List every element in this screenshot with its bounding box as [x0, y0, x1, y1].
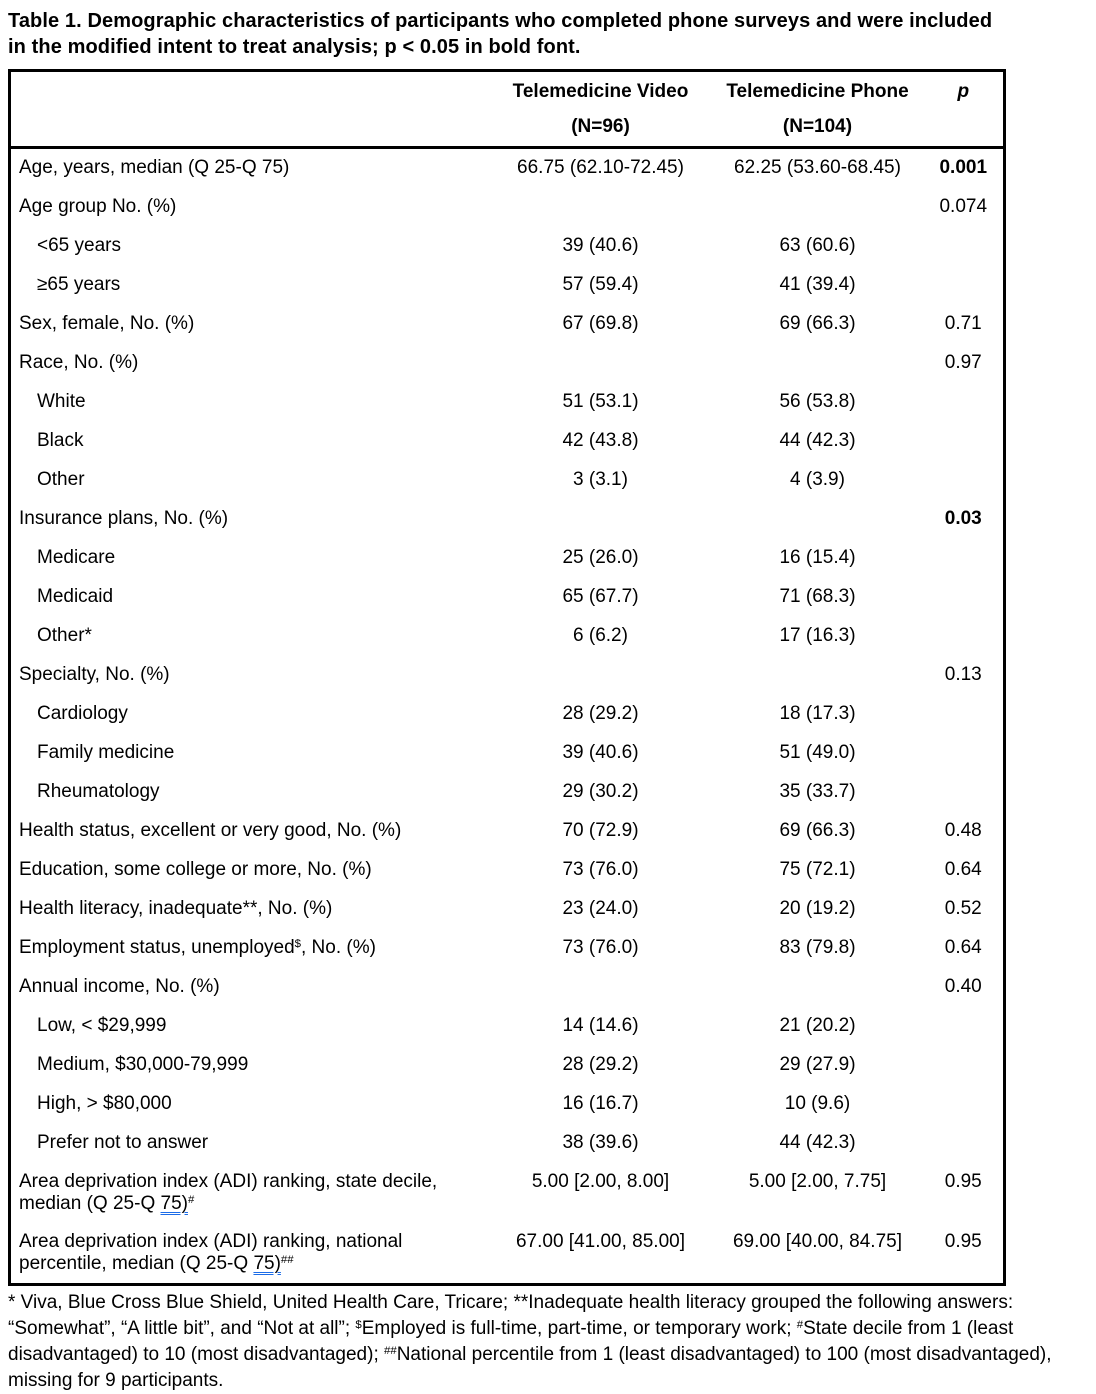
row-label: Medicaid — [37, 586, 114, 607]
cell-video — [490, 656, 712, 695]
cell-p — [924, 461, 1005, 500]
cell-p: 0.13 — [944, 664, 982, 685]
superscript-marker: ## — [280, 1253, 294, 1266]
table-row — [10, 344, 1005, 383]
row-label: ≥65 years — [37, 274, 121, 295]
cell-video: 73 (76.0) — [562, 859, 639, 880]
column-header-empty — [10, 71, 490, 148]
table-body — [10, 148, 1005, 1285]
row-label: Age group No. (%) — [19, 196, 177, 217]
cell-phone: 69.00 [40.00, 84.75] — [732, 1231, 903, 1252]
cell-p — [924, 617, 1005, 656]
cell-p — [924, 422, 1005, 461]
cell-phone — [712, 656, 924, 695]
header-row — [10, 71, 1005, 148]
column-header-p-label: p — [957, 81, 970, 102]
cell-video: 67 (69.8) — [562, 313, 639, 334]
cell-phone: 83 (79.8) — [779, 937, 856, 958]
table-row — [10, 578, 1005, 617]
text-fragment: Area deprivation index (ADI) ranking, national percentile, median (Q 25-Q — [19, 1231, 403, 1274]
table-row — [10, 266, 1005, 305]
cell-video: 25 (26.0) — [562, 547, 639, 568]
cell-phone: 69 (66.3) — [779, 820, 856, 841]
cell-phone: 29 (27.9) — [779, 1054, 856, 1075]
column-header-p — [924, 71, 1005, 148]
row-label: Health status, excellent or very good, No. (%) — [19, 820, 402, 841]
row-label: Cardiology — [37, 703, 128, 724]
superscript-marker: $ — [355, 1318, 362, 1331]
table-row — [10, 188, 1005, 227]
cell-p — [924, 539, 1005, 578]
row-label: Family medicine — [37, 742, 175, 763]
cell-p — [924, 266, 1005, 305]
cell-video: 66.75 (62.10-72.45) — [517, 157, 684, 178]
footnote — [8, 1290, 1094, 1394]
column-header-phone-n: (N=104) — [782, 116, 853, 137]
cell-video — [490, 968, 712, 1007]
cell-video: 14 (14.6) — [562, 1015, 639, 1036]
table-row — [10, 968, 1005, 1007]
cell-phone — [712, 188, 924, 227]
table-title-line2: in the modified intent to treat analysis; p < 0.05 in bold font. — [8, 36, 581, 58]
row-label — [10, 1223, 490, 1285]
cell-p — [924, 773, 1005, 812]
cell-phone: 44 (42.3) — [779, 1132, 856, 1153]
table-row — [10, 929, 1005, 968]
row-label: Black — [37, 430, 84, 451]
cell-video: 39 (40.6) — [562, 742, 639, 763]
table-row — [10, 383, 1005, 422]
table-row — [10, 812, 1005, 851]
grammar-underlined-text: 75) — [253, 1253, 281, 1274]
row-label: Specialty, No. (%) — [19, 664, 170, 685]
superscript-marker: ## — [384, 1344, 397, 1357]
table-row — [10, 422, 1005, 461]
cell-phone: 17 (16.3) — [779, 625, 856, 646]
row-label: Education, some college or more, No. (%) — [19, 859, 372, 880]
row-label — [10, 929, 490, 968]
cell-phone: 69 (66.3) — [779, 313, 856, 334]
row-label: Rheumatology — [37, 781, 160, 802]
cell-phone: 71 (68.3) — [779, 586, 856, 607]
table-row — [10, 1007, 1005, 1046]
table-row — [10, 1163, 1005, 1223]
text-fragment: State decile from 1 (least disadvantaged) to 10 (most disadvantaged); — [8, 1318, 1014, 1365]
superscript-marker: $ — [294, 937, 301, 950]
cell-phone: 41 (39.4) — [779, 274, 856, 295]
cell-phone: 10 (9.6) — [784, 1093, 851, 1114]
superscript-marker: # — [796, 1318, 804, 1331]
cell-p — [924, 1046, 1005, 1085]
cell-video: 29 (30.2) — [562, 781, 639, 802]
cell-phone: 5.00 [2.00, 7.75] — [748, 1171, 887, 1192]
grammar-underlined-text: 75) — [160, 1193, 188, 1214]
row-label: Medium, $30,000-79,999 — [37, 1054, 249, 1075]
row-label — [10, 1163, 490, 1223]
cell-video: 57 (59.4) — [562, 274, 639, 295]
column-header-phone — [712, 71, 924, 148]
table-row — [10, 617, 1005, 656]
row-label: Race, No. (%) — [19, 352, 139, 373]
table-title — [8, 8, 1088, 60]
cell-video: 73 (76.0) — [562, 937, 639, 958]
row-label: Sex, female, No. (%) — [19, 313, 195, 334]
cell-video: 51 (53.1) — [562, 391, 639, 412]
cell-video — [490, 344, 712, 383]
table-title-line1: Table 1. Demographic characteristics of participants who completed phone surveys and were included — [8, 10, 993, 32]
table-row — [10, 227, 1005, 266]
table-row — [10, 1223, 1005, 1285]
column-header-video — [490, 71, 712, 148]
table-row — [10, 148, 1005, 189]
cell-video: 42 (43.8) — [562, 430, 639, 451]
table-row — [10, 734, 1005, 773]
table-row — [10, 890, 1005, 929]
cell-phone — [712, 968, 924, 1007]
superscript-marker: # — [187, 1193, 195, 1206]
cell-phone: 62.25 (53.60-68.45) — [734, 157, 901, 178]
cell-p: 0.95 — [944, 1171, 982, 1192]
cell-p: 0.97 — [944, 352, 982, 373]
cell-phone: 35 (33.7) — [779, 781, 856, 802]
table-row — [10, 500, 1005, 539]
demographics-table — [8, 69, 1006, 1286]
cell-p — [924, 695, 1005, 734]
text-fragment: , No. (%) — [300, 937, 376, 958]
cell-phone: 20 (19.2) — [779, 898, 856, 919]
table-row — [10, 773, 1005, 812]
cell-p: 0.95 — [944, 1231, 982, 1252]
cell-p — [924, 734, 1005, 773]
text-fragment: Employment status, unemployed — [19, 937, 295, 958]
row-label: Other* — [37, 625, 92, 646]
text-fragment: * Viva, Blue Cross Blue Shield, United Health Care, Tricare; **Inadequate health literacy grouped the following answers: “Somewhat”, “A little bit”, and “Not at all”; — [8, 1292, 1014, 1339]
table-row — [10, 1085, 1005, 1124]
table-row — [10, 695, 1005, 734]
cell-p: 0.48 — [944, 820, 982, 841]
cell-video: 38 (39.6) — [562, 1132, 639, 1153]
cell-p: 0.64 — [944, 937, 982, 958]
cell-phone: 16 (15.4) — [779, 547, 856, 568]
table-row — [10, 1046, 1005, 1085]
table-row — [10, 305, 1005, 344]
cell-video: 5.00 [2.00, 8.00] — [531, 1171, 670, 1192]
table-row — [10, 656, 1005, 695]
cell-p: 0.52 — [944, 898, 982, 919]
cell-phone: 21 (20.2) — [779, 1015, 856, 1036]
cell-video: 65 (67.7) — [562, 586, 639, 607]
cell-p — [924, 578, 1005, 617]
cell-phone: 4 (3.9) — [790, 469, 845, 490]
cell-phone — [712, 500, 924, 539]
cell-p: 0.03 — [944, 508, 982, 529]
cell-p: 0.40 — [944, 976, 982, 997]
cell-video: 39 (40.6) — [562, 235, 639, 256]
text-fragment: National percentile from 1 (least disadvantaged) to 100 (most disadvantaged), missing for 9 participants. — [8, 1344, 1052, 1391]
cell-video: 28 (29.2) — [562, 703, 639, 724]
cell-phone: 63 (60.6) — [779, 235, 856, 256]
column-header-video-name: Telemedicine Video — [512, 81, 689, 102]
text-fragment: Area deprivation index (ADI) ranking, state decile, median (Q 25-Q — [19, 1171, 438, 1214]
row-label: Prefer not to answer — [37, 1132, 209, 1153]
cell-video: 16 (16.7) — [562, 1093, 639, 1114]
cell-video: 6 (6.2) — [573, 625, 628, 646]
table-header — [10, 71, 1005, 148]
row-label: Health literacy, inadequate**, No. (%) — [19, 898, 333, 919]
cell-p: 0.074 — [939, 196, 988, 217]
cell-p — [924, 383, 1005, 422]
row-label: Other — [37, 469, 85, 490]
cell-video: 28 (29.2) — [562, 1054, 639, 1075]
cell-video: 3 (3.1) — [573, 469, 628, 490]
row-label: Annual income, No. (%) — [19, 976, 220, 997]
row-label: Insurance plans, No. (%) — [19, 508, 229, 529]
cell-p: 0.001 — [939, 157, 988, 178]
row-label: Low, < $29,999 — [37, 1015, 167, 1036]
column-header-video-n: (N=96) — [571, 116, 630, 137]
text-fragment: Employed is full-time, part-time, or temporary work; — [361, 1318, 797, 1339]
table-row — [10, 851, 1005, 890]
cell-phone: 56 (53.8) — [779, 391, 856, 412]
cell-p — [924, 1085, 1005, 1124]
table-row — [10, 539, 1005, 578]
cell-p — [924, 1124, 1005, 1163]
row-label: High, > $80,000 — [37, 1093, 172, 1114]
cell-video: 70 (72.9) — [562, 820, 639, 841]
cell-phone: 44 (42.3) — [779, 430, 856, 451]
row-label: Medicare — [37, 547, 116, 568]
cell-phone — [712, 344, 924, 383]
cell-video — [490, 500, 712, 539]
row-label: <65 years — [37, 235, 121, 256]
cell-p: 0.71 — [944, 313, 982, 334]
row-label: Age, years, median (Q 25-Q 75) — [19, 157, 290, 178]
row-label: White — [37, 391, 86, 412]
table-row — [10, 1124, 1005, 1163]
cell-phone: 75 (72.1) — [779, 859, 856, 880]
cell-phone: 18 (17.3) — [779, 703, 856, 724]
cell-p: 0.64 — [944, 859, 982, 880]
cell-video — [490, 188, 712, 227]
column-header-phone-name: Telemedicine Phone — [726, 81, 909, 102]
cell-video: 67.00 [41.00, 85.00] — [515, 1231, 686, 1252]
cell-video: 23 (24.0) — [562, 898, 639, 919]
cell-p — [924, 227, 1005, 266]
cell-phone: 51 (49.0) — [779, 742, 856, 763]
cell-p — [924, 1007, 1005, 1046]
table-row — [10, 461, 1005, 500]
